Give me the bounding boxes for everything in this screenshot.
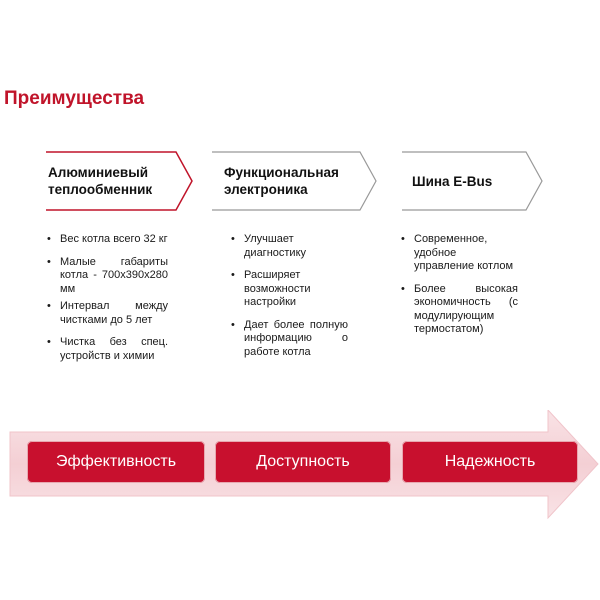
- benefit-pill-availability: Доступность: [215, 441, 391, 483]
- list-item: • Улучшает диагностику: [230, 233, 348, 260]
- column-electronics: [230, 233, 348, 368]
- slide-title: Преимущества: [4, 88, 145, 109]
- list-item: • Малые габариты котла - 700x390x280 мм: [46, 256, 168, 297]
- list-item: • Чистка без спец. устройств и химии: [46, 336, 168, 363]
- heading-line: электроника: [224, 182, 308, 197]
- chevron-header-heat-exchanger: [36, 150, 196, 212]
- heading-line: Шина E-Bus: [412, 173, 493, 189]
- list-item: • Интервал между чистками до 5 лет: [46, 300, 168, 327]
- heading-line: Функциональная: [224, 165, 339, 180]
- column-ebus: [400, 233, 518, 346]
- heading-line: Алюминиевый: [48, 165, 149, 180]
- list-item: • Расширяет возможности настройки: [230, 269, 348, 310]
- chevron-label: [48, 150, 188, 212]
- list-item: • Более высокая экономичность (с модулирующим термостатом): [400, 283, 518, 337]
- chevron-header-electronics: [210, 150, 380, 212]
- heading-line: теплообменник: [48, 182, 153, 197]
- list-item: • Современное, удобное управление котлом: [400, 233, 518, 274]
- list-item: • Дает более полную информацию о работе котла: [230, 319, 348, 360]
- chevron-label: [412, 150, 532, 212]
- chevron-header-ebus: [388, 150, 548, 212]
- chevron-label: [224, 150, 374, 212]
- benefit-pill-efficiency: Эффективность: [27, 441, 205, 483]
- benefit-pill-reliability: Надежность: [402, 441, 578, 483]
- column-heat-exchanger: [46, 233, 168, 372]
- list-item: • Вес котла всего 32 кг: [46, 233, 168, 247]
